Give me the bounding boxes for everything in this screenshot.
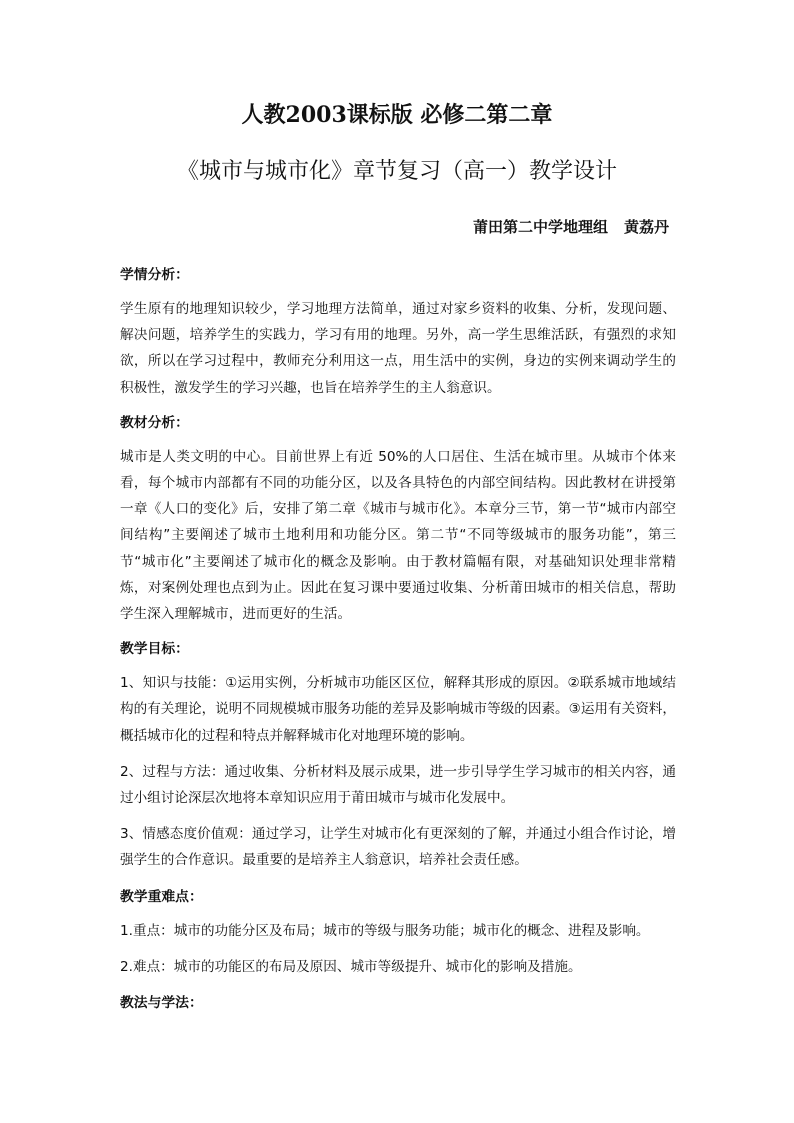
key-point-item: 1.重点：城市的功能分区及布局；城市的等级与服务功能；城市化的概念、进程及影响。 bbox=[120, 922, 650, 939]
teaching-goal-item: 1、知识与技能：①运用实例，分析城市功能区区位，解释其形成的原因。②联系城市地域结构的有关理论，说明不同规模城市服务功能的差异及影响城市等级的因素。③运用有关资料，概括城市化的过程和特点并解释城市化对地理环境的影响。 bbox=[120, 675, 676, 744]
author-school: 莆田第二中学地理组 bbox=[472, 218, 608, 236]
key-point-item: 2.难点：城市的功能区的布局及原因、城市等级提升、城市化的影响及措施。 bbox=[120, 958, 582, 975]
learner-analysis-text: 学生原有的地理知识较少，学习地理方法简单，通过对家乡资料的收集、分析，发现问题、解决问题，培养学生的实践力，学习有用的地理。另外，高一学生思维活跃，有强烈的求知欲，所以在学习过程中，教师充分利用这一点，用生活中的实例，身边的实例来调动学生的积极性，激发学生的学习兴趣，也旨在培养学生的主人翁意识。 bbox=[120, 301, 676, 396]
document-subtitle: 《城市与城市化》章节复习（高一）教学设计 bbox=[176, 159, 617, 184]
teaching-goal-item: 2、过程与方法：通过收集、分析材料及展示成果，进一步引导学生学习城市的相关内容，通过小组讨论深层次地将本章知识应用于莆田城市与城市化发展中。 bbox=[120, 763, 676, 807]
teaching-goal-item: 3、情感态度价值观：通过学习，让学生对城市化有更深刻的了解，并通过小组合作讨论，增强学生的合作意识。最重要的是培养主人翁意识，培养社会责任感。 bbox=[120, 826, 676, 869]
section-heading-teaching-goals: 教学目标： bbox=[120, 641, 189, 658]
section-heading-methods: 教法与学法： bbox=[120, 995, 203, 1012]
author-line bbox=[473, 215, 669, 239]
section-heading-key-points: 教学重难点： bbox=[120, 888, 203, 905]
textbook-analysis-text: 城市是人类文明的中心。目前世界上有近 50%的人口居住、生活在城市里。从城市个体来看，每个城市内部都有不同的功能分区，以及各具特色的内部空间结构。因此教材在讲授第一章《人口的变化》后，安排了第二章《城市与城市化》。本章分三节，第一节“城市内部空间结构”主要阐述了城市土地利用和功能分区。第二节“不同等级城市的服务功能”，第三节“城市化”主要阐述了城市化的概念及影响。由于教材篇幅有限，对基础知识处理非常精炼，对案例处理也点到为止。因此在复习课中要通过收集、分析莆田城市的相关信息，帮助学生深入理解城市，进而更好的生活。 bbox=[120, 448, 676, 623]
document-title: 人教2003课标版 必修二第二章 bbox=[241, 102, 553, 128]
section-heading-learner-analysis: 学情分析： bbox=[120, 267, 189, 283]
author-name: 黄荔丹 bbox=[623, 218, 669, 236]
document-body bbox=[120, 262, 676, 1024]
section-heading-textbook-analysis: 教材分析： bbox=[120, 414, 189, 431]
